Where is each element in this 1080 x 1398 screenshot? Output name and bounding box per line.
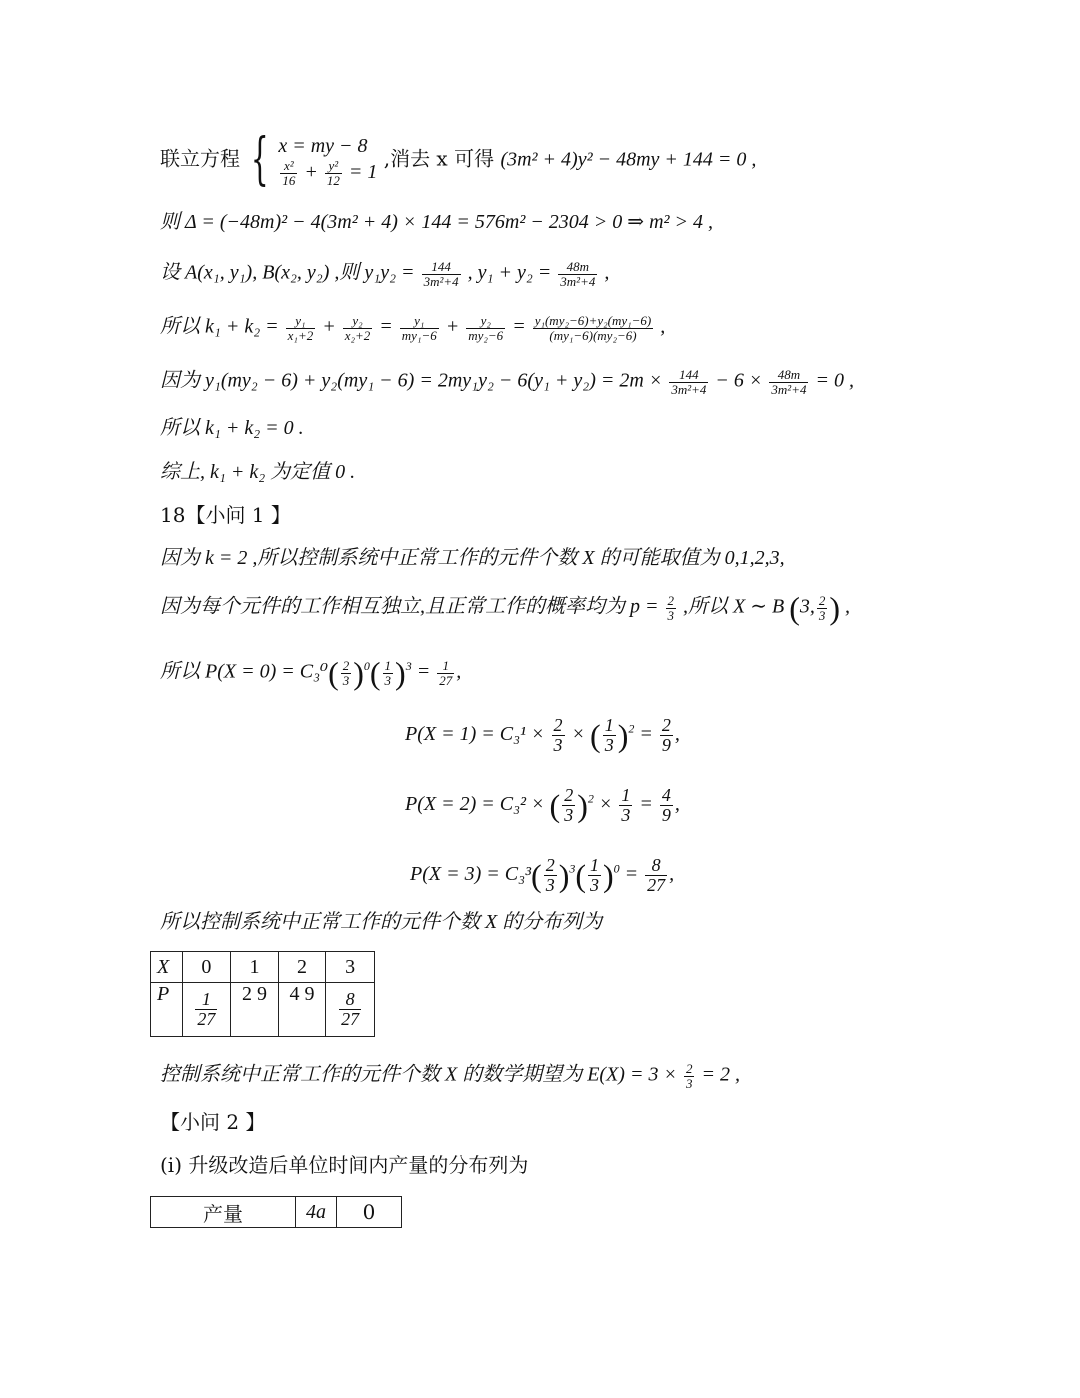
table-cell: 4a [296, 1197, 337, 1228]
line-p2: P(X = 2) = C₃² × ( $\frac{2}{3}$ )$^2$ × $\frac{1}{3}$ = $\frac{4}{9}$ , [405, 785, 680, 825]
line-conclusion: 综上, k₁ + k₂ 为定值 0 . [160, 461, 356, 483]
table-cell: $\frac{1}{27}$ [182, 983, 231, 1037]
line-p0: 所以 P(X = 0) = C₃⁰( $\frac{2}{3}$ )$^0$( $\frac{1}{3}$ )$^3$ = $\frac{1}{27}$ , [160, 655, 462, 692]
line-binomial: 因为每个元件的工作相互独立,且正常工作的概率均为 p = $\frac{2}{3}$ ,所以 X ∼ B (3, $\frac{2}{3}$ ) , [160, 590, 851, 627]
line-slope-sum: 所以 k₁ + k₂ = $\frac{\text{y₁}}{\text{x₁+2}}$ + $\frac{\text{y₂}}{\text{x₂+2}}$ = $\frac{\text{y₁}}{\text{my₁−6}}$ + $\frac{\text{y₂}}{\text{my₂−6}}$ = $\frac{\text{y₁(my₂−6)+y₂(my₁−6)}}{\text{(my₁−6)(my₂−6)}}$ , [160, 313, 666, 343]
table-cell: 0 [182, 952, 231, 983]
table-cell: X [151, 952, 183, 983]
line-possible-values: 因为 k = 2 ,所以控制系统中正常工作的元件个数 X 的可能取值为 0,1,2,3, [160, 547, 785, 569]
line-discriminant: 则 Δ = (−48m)² − 4(3m² + 4) × 144 = 576m² − 2304 > 0 ⇒ m² > 4 , [160, 211, 713, 233]
line-system-equation [160, 127, 757, 192]
table-cell: P [151, 983, 183, 1037]
fraction: $\frac{144}{\text{3m²+4}}$ [423, 259, 459, 289]
line-distribution-intro: 所以控制系统中正常工作的元件个数 X 的分布列为 [160, 911, 603, 933]
table-cell: 1 [231, 952, 278, 983]
table-cell: 产量 [151, 1197, 296, 1228]
line-p3: P(X = 3) = C₃³( $\frac{2}{3}$ )$^3$( $\frac{1}{3}$ )$^0$ = $\frac{8}{27}$ , [410, 855, 675, 895]
distribution-table [150, 951, 375, 1037]
output-table [150, 1196, 402, 1228]
fraction: $\frac{\text{y²}}{12}$ [326, 157, 340, 188]
left-brace: { [251, 127, 270, 192]
equation-line: $\frac{\text{x²}}{16}$ + $\frac{\text{y²}}{12}$ = 1 [282, 157, 378, 188]
line-k-sum-zero: 所以 k₁ + k₂ = 0 . [160, 417, 304, 439]
line-output-distribution: (i) 升级改造后单位时间内产量的分布列为 [160, 1153, 529, 1177]
table-cell: 2 9 [231, 983, 278, 1037]
table-cell: 3 [326, 952, 375, 983]
math: (3m² + 4)y² − 48my + 144 = 0 , [500, 148, 757, 171]
table-row [151, 983, 375, 1037]
line-because: 因为 y₁(my₂ − 6) + y₂(my₁ − 6) = 2my₁y₂ − 6(y₁ + y₂) = 2m × $\frac{144}{\text{3m²+4}}$ − 6 × $\frac{48m}{\text{3m²+4}}$ = 0 , [160, 367, 854, 397]
text: ,消去 x 可得 [383, 146, 495, 171]
equation-line: x = my − 8 [278, 134, 368, 157]
line-p1: P(X = 1) = C₃¹ × $\frac{2}{3}$ × ( $\frac{1}{3}$ )$^2$ = $\frac{2}{9}$ , [405, 715, 680, 755]
section-heading-q18-1: 18【小问 1 】 [160, 503, 291, 527]
fraction: $\frac{48m}{\text{3m²+4}}$ [560, 259, 596, 289]
fraction: $\frac{\text{x²}}{16}$ [282, 157, 296, 188]
table-cell: 2 [278, 952, 325, 983]
table-row [151, 952, 375, 983]
line-expectation: 控制系统中正常工作的元件个数 X 的数学期望为 E(X) = 3 × $\frac{2}{3}$ = 2 , [160, 1061, 740, 1091]
table-cell: 0 [337, 1197, 402, 1228]
table-cell: 4 9 [278, 983, 325, 1037]
equation-system [278, 133, 377, 188]
section-heading-q18-2: 【小问 2 】 [160, 1110, 266, 1134]
line-vieta: 设 A(x₁, y₁), B(x₂, y₂) ,则 y₁y₂ = $\frac{144}{\text{3m²+4}}$ , y₁ + y₂ = $\frac{48m}{\text{3m²+4}}$ , [160, 259, 610, 289]
table-cell: $\frac{8}{27}$ [326, 983, 375, 1037]
table-row [151, 1197, 402, 1228]
text: 联立方程 [160, 146, 240, 171]
